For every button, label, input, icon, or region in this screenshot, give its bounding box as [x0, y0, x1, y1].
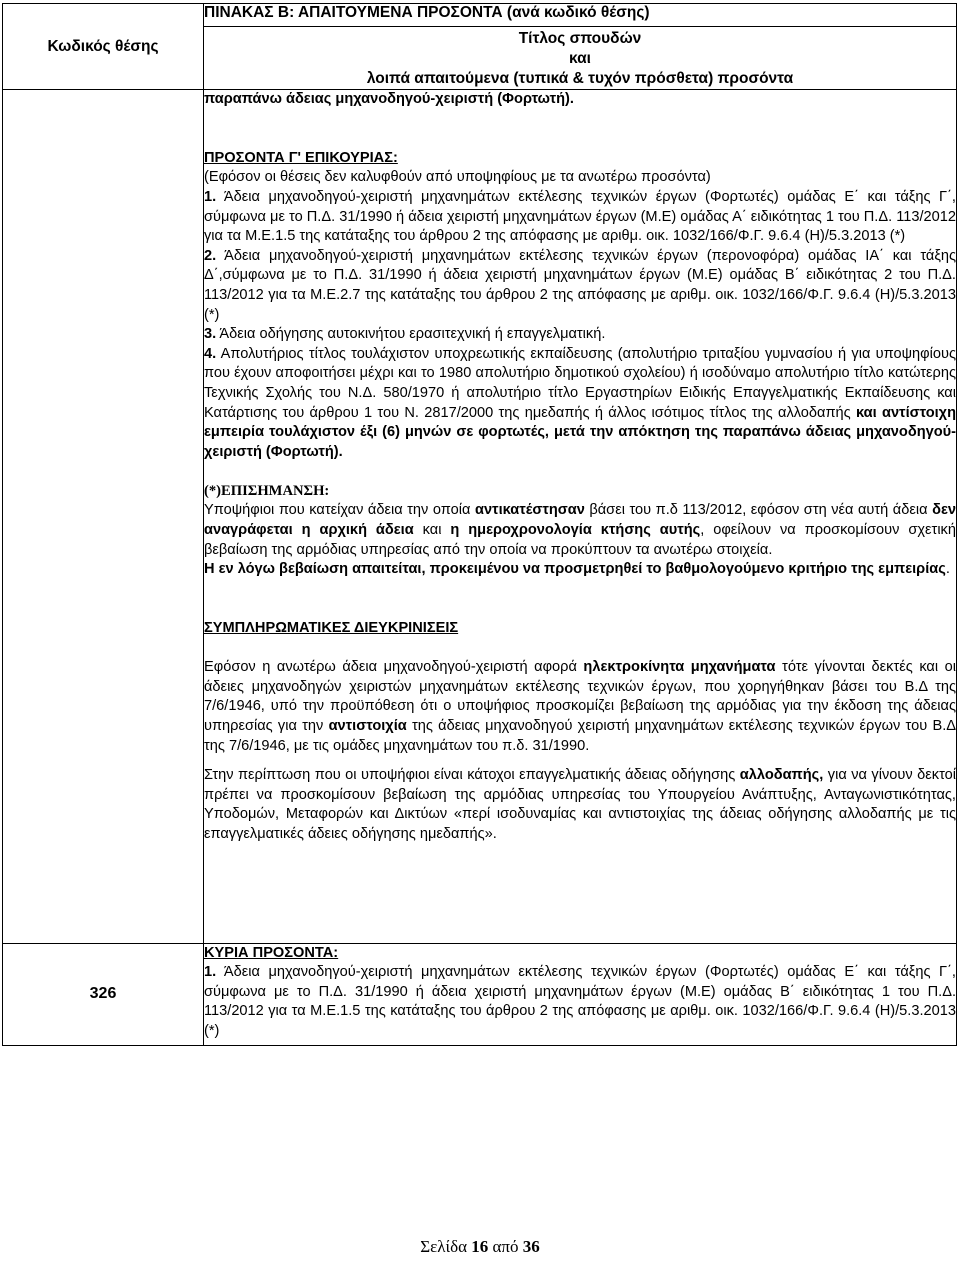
- auxiliary-qualifications-heading: ΠΡΟΣΟΝΤΑ Γ' ΕΠΙΚΟΥΡΙΑΣ:: [204, 149, 398, 166]
- list-item: 4. Απολυτήριος τίτλος τουλάχιστον υποχρεωτικής εκπαίδευσης (απολυτήριο τριταξίου γυμνασίου ή για υποψηφίους που έχουν αποφοιτήσει μέχρι και το 1980 απολυτήριο δημοτικού σχολείου) ή ισοδύναμο απολυτήριο τίτλο κατώτερης Τεχνικής Σχολής του Ν.Δ. 580/1970 ή απολυτήριο τίτλο Εργαστηρίων Ειδικής Επαγγελματικής Εκπαίδευσης και Κατάρτισης του άρθρου 1 του Ν. 2817/2000 της ημεδαπής ή άλλος ισότιμος τίτλος της αλλοδαπής και αντίστοιχη εμπειρία τουλάχιστον έξι (6) μηνών σε φορτωτές, μετά την απόκτηση της παραπάνω άδειας μηχανοδηγού-χειριστή (Φορτωτή).: [204, 345, 956, 460]
- footer-middle: από: [488, 1237, 523, 1256]
- note-requirement: Η εν λόγω βεβαίωση απαιτείται, προκειμένου να προσμετρηθεί το βαθμολογούμενο κριτήριο της εμπειρίας.: [204, 561, 950, 578]
- table-row: [3, 90, 957, 944]
- supplementary-heading: ΣΥΜΠΛΗΡΩΜΑΤΙΚΕΣ ΔΙΕΥΚΡΙΝΙΣΕΙΣ: [204, 620, 459, 637]
- header-qualifications-line3: λοιπά απαιτούμενα (τυπικά & τυχόν πρόσθετα) προσόντα: [366, 70, 794, 87]
- row-code-cell-empty: [3, 90, 204, 944]
- list-item: 1. Άδεια μηχανοδηγού-χειριστή μηχανημάτων εκτέλεσης τεχνικών έργων (Φορτωτές) ομάδας Ε΄ και τάξης Γ΄, σύμφωνα με το Π.Δ. 31/1990 ή άδεια χειριστή μηχανημάτων έργων (Μ.Ε) ομάδας Β΄ ειδικότητας 1 του Π.Δ. 113/2012 για τα Μ.Ε.1.5 της κατάταξης του άρθρου 2 της απόφασης με αριθμ. οικ. 1032/166/Φ.Γ. 9.6.4 (Η)/5.3.2013 (*): [204, 964, 956, 1039]
- header-qualifications-line2: και: [569, 50, 591, 67]
- note-heading: (*)ΕΠΙΣΗΜΑΝΣΗ:: [204, 482, 330, 499]
- position-code: 326: [89, 985, 117, 1003]
- list-item: 3. Άδεια οδήγησης αυτοκινήτου ερασιτεχνική ή επαγγελματική.: [204, 326, 606, 343]
- continued-text: παραπάνω άδειας μηχανοδηγού-χειριστή (Φορτωτή).: [204, 91, 574, 107]
- supplementary-paragraph-1: Εφόσον η ανωτέρω άδεια μηχανοδηγού-χειριστή αφορά ηλεκτροκίνητα μηχανήματα τότε γίνονται δεκτές και οι άδειες μηχανοδηγών χειριστών μηχανημάτων εκτέλεσης τεχνικών έργων, που χορηγήθηκαν βάσει του Β.Δ της 7/6/1946, υπό την προϋπόθεση ότι ο υποψήφιος προσκομίζει βεβαίωση της αρμόδιας για την έκδοση της άδειας υπηρεσίας για την αντιστοιχία της άδειας μηχανοδηγού χειριστή μηχανημάτων εκτέλεσης τεχνικών έργων του Β.Δ της 7/6/1946, με τις ομάδες μηχανημάτων του π.δ. 31/1990.: [204, 659, 957, 754]
- header-code-label: Κωδικός θέσης: [47, 37, 159, 55]
- header-qualifications-line1: Τίτλος σπουδών: [518, 30, 642, 47]
- main-qualifications-heading: ΚΥΡΙΑ ΠΡΟΣΟΝΤΑ:: [204, 944, 339, 961]
- footer-prefix: Σελίδα: [420, 1237, 472, 1256]
- header-qualifications-column: [204, 27, 957, 90]
- auxiliary-note: (Εφόσον οι θέσεις δεν καλυφθούν από υποψηφίους με τα ανωτέρω προσόντα): [204, 169, 711, 186]
- header-code-column: [3, 4, 204, 90]
- list-item: 2. Άδεια μηχανοδηγού-χειριστή μηχανημάτων εκτέλεσης τεχνικών έργων (περονοφόρα) ομάδας ΙΑ΄ και τάξης Δ΄,σύμφωνα με το Π.Δ. 31/1990 ή άδεια χειριστή μηχανημάτων έργων (Μ.Ε) ομάδας Β΄ ειδικότητας 2 του Π.Δ. 113/2012 για τα Μ.Ε.2.7 της κατάταξης του άρθρου 2 της απόφασης με αριθμ. οικ. 1032/166/Φ.Γ. 9.6.4 (Η)/5.3.2013 (*): [204, 247, 956, 323]
- table-title: ΠΙΝΑΚΑΣ Β: ΑΠΑΙΤΟΥΜΕΝΑ ΠΡΟΣΟΝΤΑ (ανά κωδικό θέσης): [204, 4, 957, 27]
- note-text: Υποψήφιοι που κατείχαν άδεια την οποία αντικατέστησαν βάσει του π.δ 113/2012, εφόσον στη νέα αυτή άδεια δεν αναγράφεται η αρχική άδεια και η ημεροχρονολογία κτήσης αυτής, οφείλουν να προσκομίσουν σχετική βεβαίωση της αρμόδιας υπηρεσίας από την οποία να προκύπτουν τα ανωτέρω στοιχεία.: [204, 502, 956, 558]
- row-qualifications-cell: [204, 943, 957, 1045]
- supplementary-paragraph-2: Στην περίπτωση που οι υποψήφιοι είναι κάτοχοι επαγγελματικής άδειας οδήγησης αλλοδαπής, για να γίνουν δεκτοί πρέπει να προσκομίσουν βεβαίωση της αρμόδιας υπηρεσίας του Υπουργείου Ανάπτυξης, Ανταγωνιστικότητας, Υποδομών, Μεταφορών και Δικτύων «περί ισοδυναμίας και αντιστοιχίας της άδειας οδήγησης αλλοδαπής με τις επαγγελματικές άδειες οδήγησης ημεδαπής».: [204, 767, 956, 842]
- requirements-table: [2, 3, 957, 1046]
- row-qualifications-cell: [204, 90, 957, 944]
- position-code-cell: [3, 943, 204, 1045]
- page-footer: [0, 1237, 960, 1257]
- footer-page-number: 16: [471, 1237, 489, 1256]
- table-row: [3, 943, 957, 1045]
- list-item: 1. Άδεια μηχανοδηγού-χειριστή μηχανημάτων εκτέλεσης τεχνικών έργων (Φορτωτές) ομάδας Ε΄ και τάξης Γ΄, σύμφωνα με το Π.Δ. 31/1990 ή άδεια χειριστή μηχανημάτων έργων (Μ.Ε) ομάδας Α΄ ειδικότητας 1 του Π.Δ. 113/2012 για τα Μ.Ε.1.5 της κατάταξης του άρθρου 2 της απόφασης με αριθμ. οικ. 1032/166/Φ.Γ. 9.6.4 (Η)/5.3.2013 (*): [204, 188, 956, 245]
- footer-total-pages: 36: [522, 1237, 540, 1256]
